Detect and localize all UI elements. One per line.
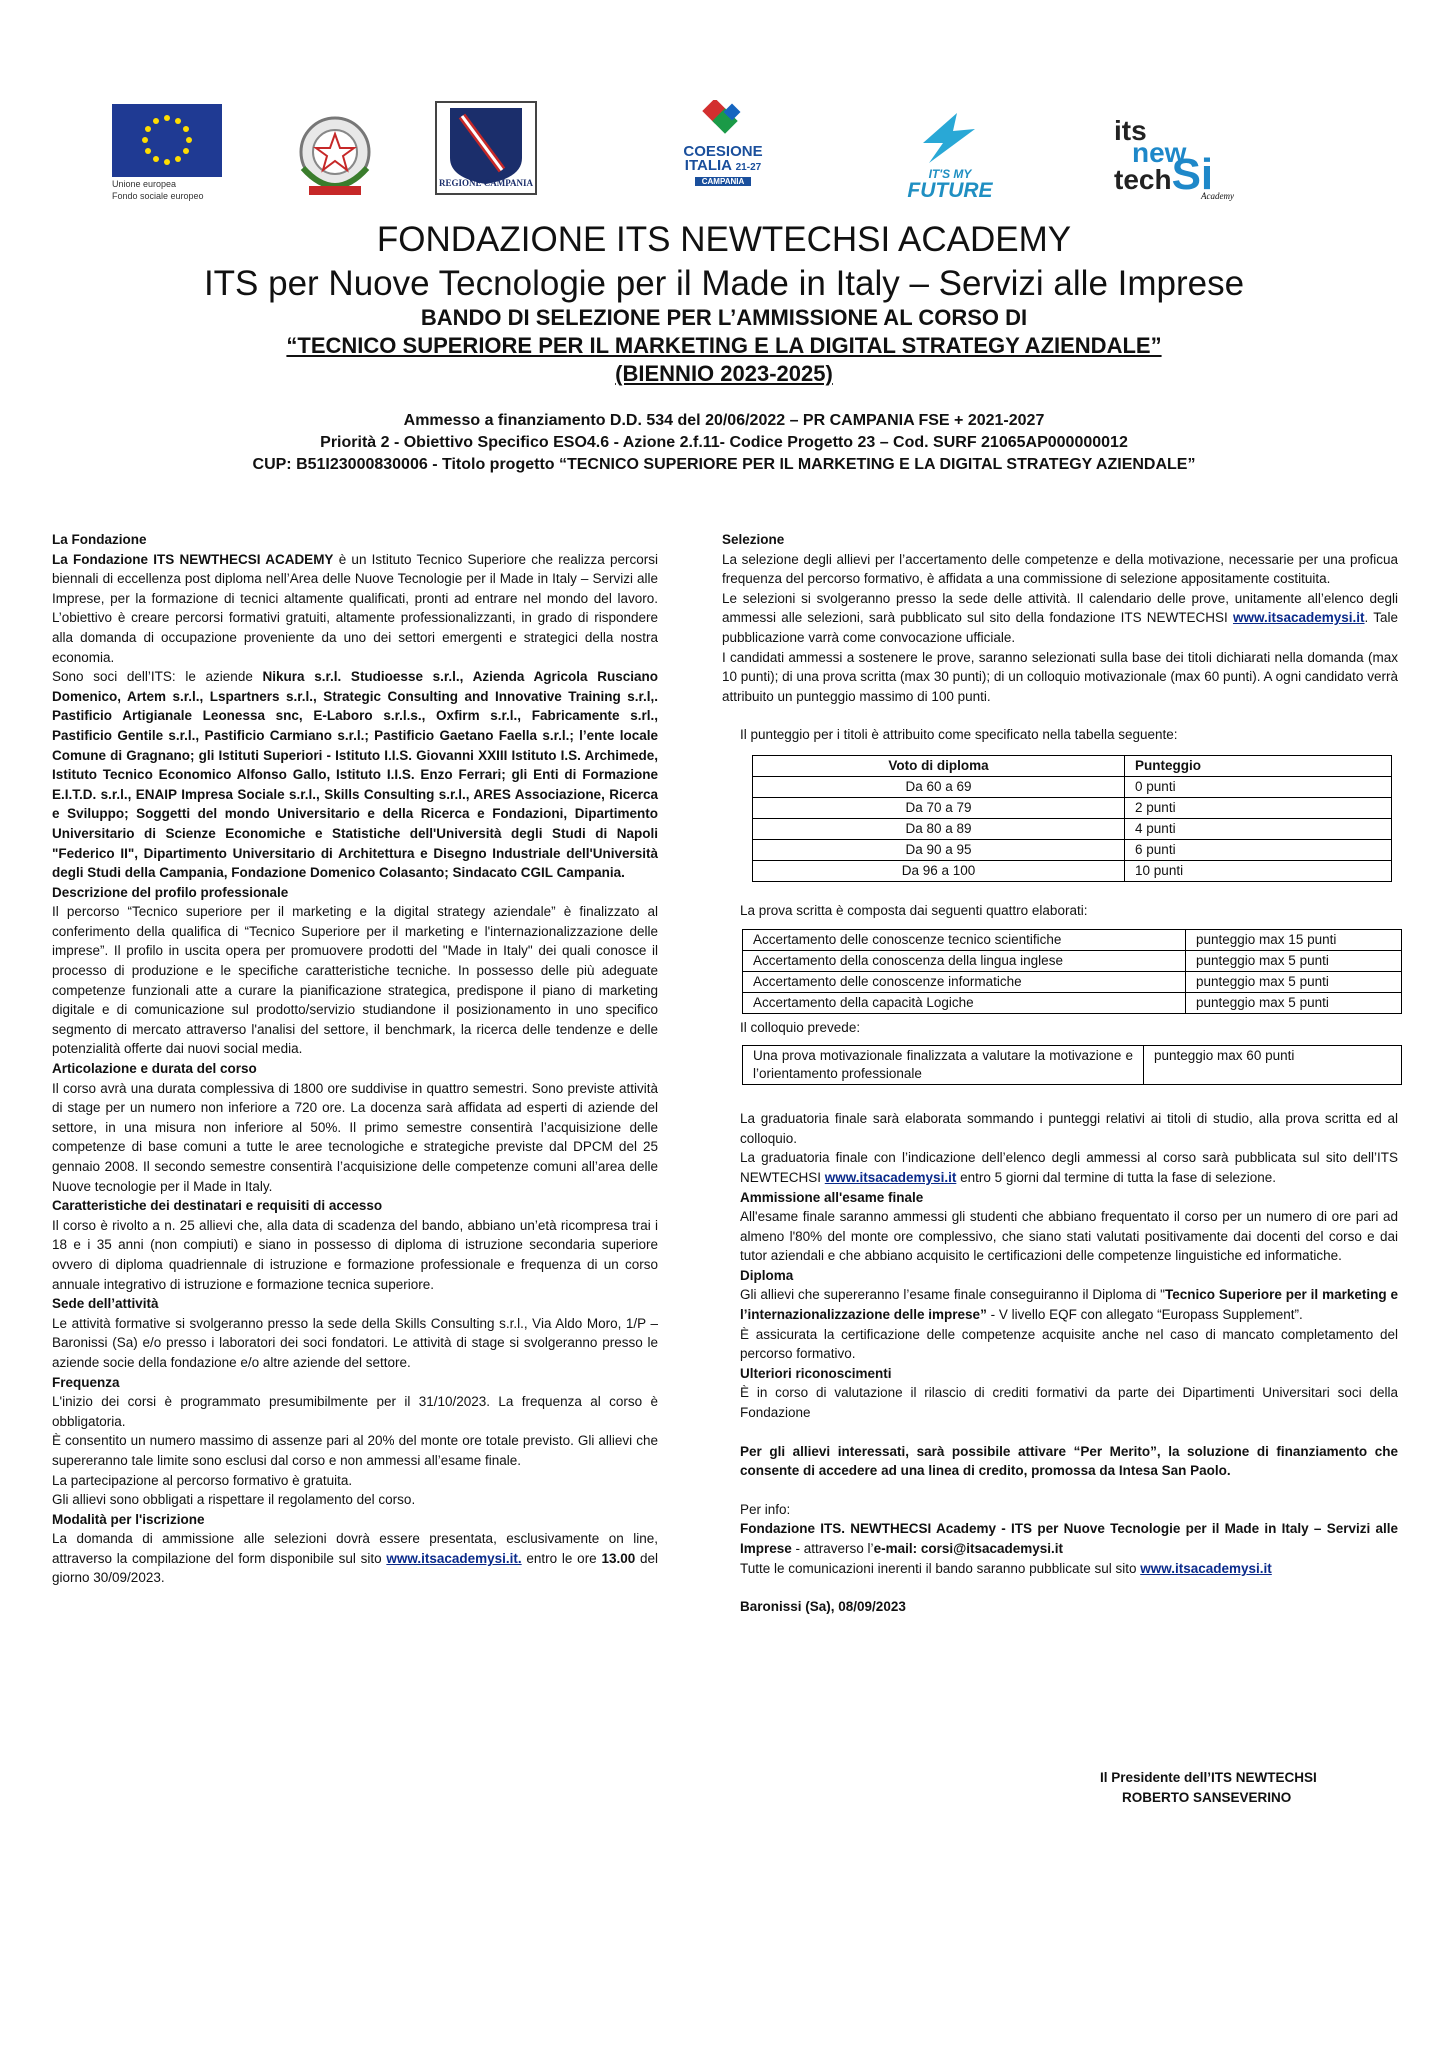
newtech-line-3: tech bbox=[1114, 164, 1172, 195]
requisiti-paragraph: Il corso è rivolto a n. 25 allievi che, alla data di scadenza del bando, abbiano un’età ricompresa trai i 18 e i 35 anni (non compiuti) e siano in possesso di diploma di istruzione secondaria superiore ovvero di diploma quadriennale di istruzione e formazione professionale e frequenza di un corso annuale integrativo di istruzione e formazione tecnica superiore. bbox=[52, 1217, 658, 1292]
website-link[interactable]: www.itsacademysi.it bbox=[1140, 1560, 1272, 1576]
coesione-line-3: 21-27 bbox=[735, 162, 762, 173]
per-merito-paragraph: Per gli allievi interessati, sarà possibile attivare “Per Merito”, la soluzione di finanziamento che consente di accedere ad una linea di credito, promossa da Intesa San Paolo. bbox=[740, 1443, 1398, 1479]
table-row: Da 96 a 100 10 punti bbox=[753, 860, 1392, 881]
eu-logo bbox=[112, 104, 222, 200]
coesione-line-2: ITALIA bbox=[684, 157, 732, 174]
prova-scritta-intro: La prova scritta è composta dai seguenti quattro elaborati: bbox=[740, 902, 1088, 918]
section-title-requisiti: Caratteristiche dei destinatari e requisiti di accesso bbox=[52, 1198, 383, 1214]
diploma-paragraph-1: Gli allievi che supereranno l’esame finale conseguiranno il Diploma di "Tecnico Superiore per il marketing e l’internazionalizzazione delle imprese” - V livello EQF con allegato “Europass Supplement”. bbox=[740, 1287, 1398, 1323]
profilo-paragraph: Il percorso “Tecnico superiore per il marketing e la digital strategy aziendale” è finalizzato al conferimento della qualifica di “Tecnico Superiore per il marketing e l'internazionalizzazione delle imprese”. Il profilo in uscita opera per promuovere prodotti del "Made in Italy" dei quali conosce il processo di produzione e le specifiche caratteristiche tecniche. In possesso delle più adeguate competenze funzionali atte a curare la pianificazione strategica, predispone il piano di marketing digitale e di comunicazione sul prodotto/servizio studiandone il posizionamento in uno specifico segmento di mercato attraverso l'analisi del settore, il benchmark, la ricerca delle tendenze e delle potenzialità offerte dai nuovi social media. bbox=[52, 904, 658, 1057]
lightning-bolt-icon bbox=[895, 113, 1005, 163]
website-link[interactable]: www.itsacademysi.it bbox=[1232, 610, 1365, 626]
eu-caption-1: Unione europea bbox=[112, 179, 177, 189]
signature-role: Il Presidente dell’ITS NEWTECHSI bbox=[1100, 1770, 1317, 1785]
email-address[interactable]: e-mail: corsi@itsacademysi.it bbox=[873, 1541, 1064, 1556]
titoli-table-intro: Il punteggio per i titoli è attribuito come specificato nella tabella seguente: bbox=[740, 727, 1178, 743]
section-title-ammissione: Ammissione all'esame finale bbox=[740, 1189, 924, 1205]
info-title: Per info: bbox=[740, 1501, 791, 1517]
fondazione-paragraph-1: La Fondazione ITS NEWTHECSI ACADEMY è un Istituto Tecnico Superiore che realizza percorsi biennali di eccellenza post diploma nell’Area delle Nuove Tecnologie per il Made in Italy – Servizi alle Imprese, per la formazione di tecnici altamente qualificati, pronti ad entrare nel mondo del lavoro. L’obiettivo è creare percorsi formativi gratuiti, altamente professionalizzanti, in grado di rispondere alla domanda di occupazione proveniente da uno dei settori emergenti e strategici della nostra economia. bbox=[52, 551, 658, 665]
funding-line: Ammesso a finanziamento D.D. 534 del 20/06/2022 – PR CAMPANIA FSE + 2021-2027 bbox=[403, 412, 1045, 429]
its-newtechsi-logo bbox=[1114, 115, 1242, 204]
selezione-paragraph-3: I candidati ammessi a sostenere le prove, saranno selezionati sulla base dei titoli dichiarati nella domanda (max 10 punti); di una prova scritta (max 30 punti); di un colloquio motivazionale (max 60 punti). A ogni candidato verrà attribuito un punteggio massimo di 100 punti. bbox=[722, 649, 1398, 704]
section-title-frequenza: Frequenza bbox=[52, 1374, 120, 1390]
sede-paragraph: Le attività formative si svolgeranno presso la sede della Skills Consulting s.r.l., Via Aldo Moro, 1/P – Baronissi (Sa) e/o presso i laboratori dei soci fondatori. Le attività di stage si svolgeranno presso le aziende socie della fondazione e/o altre aziende del settore. bbox=[52, 1315, 658, 1370]
section-title-riconoscimenti: Ulteriori riconoscimenti bbox=[740, 1365, 892, 1381]
eu-caption-2: Fondo sociale europeo bbox=[112, 191, 204, 201]
coesione-line-4: CAMPANIA bbox=[695, 177, 751, 186]
call-title: BANDO DI SELEZIONE PER L’AMMISSIONE AL CORSO DI bbox=[420, 305, 1028, 330]
cup-line: CUP: B51I23000830006 - Titolo progetto “TECNICO SUPERIORE PER IL MARKETING E LA DIGITAL STRATEGY AZIENDALE” bbox=[252, 456, 1196, 473]
graduatoria-paragraph-2: La graduatoria finale con l’indicazione dell’elenco degli ammessi al corso sarà pubblicata sul sito dell’ITS NEWTECHSI www.itsacademysi.it entro 5 giorni dal termine di tutta la fase di selezione. bbox=[740, 1150, 1398, 1185]
future-line-2: FUTURE bbox=[907, 179, 993, 202]
place-date: Baronissi (Sa), 08/09/2023 bbox=[740, 1599, 906, 1615]
prova-scritta-table bbox=[742, 929, 1402, 1014]
signature-name: ROBERTO SANSEVERINO bbox=[1122, 1790, 1292, 1805]
colloquio-table bbox=[742, 1045, 1402, 1085]
frequenza-paragraph-4: Gli allievi sono obbligati a rispettare il regolamento del corso. bbox=[52, 1492, 416, 1508]
fondazione-paragraph-2: Sono soci dell’ITS: le aziende Nikura s.r.l. Studioesse s.r.l., Azienda Agricola Rusciano Domenico, Artem s.r.l., Lspartners s.r.l., Strategic Consulting and Innovative Training s.r.l,. Pastificio Artigianale Leonessa snc, E-Laboro s.r.l.s., Oxfirm s.r.l., Fabricamente s.rl., Pastificio Gentile s.r.l., Pastificio Carmiano s.r.l.; Pastificio Gaetano Faella s.r.l.; l’ente locale Comune di Gragnano; gli Istituti Superiori - Istituto I.I.S. Giovanni XXIII Istituto I.S. Archimede, Istituto Tecnico Economico Alfonso Gallo, Istituto I.I.S. Enzo Ferrari; gli Enti di Formazione E.I.T.D. s.r.l., ENAIP Impresa Sociale s.r.l., Skills Consulting s.r.l., ARES Associazione, Ricerca e Sviluppo; Soggetti del mondo Universitario e della Ricerca e Fondazioni, Dipartimento Universitario di Scienze Economiche e Statistiche dell'Università degli Studi di Napoli "Federico II", Dipartimento Universitario di Architettura e Disegno Industriale dell'Università degli Studi della Campania, Fondazione Domenico Colasanto; Sindacato CGIL Campania. bbox=[52, 669, 658, 881]
its-my-future-logo bbox=[895, 113, 1005, 201]
info-paragraph-1: Fondazione ITS. NEWTHECSI Academy - ITS per Nuove Tecnologie per il Made in Italy – Servizi alle Imprese - attraverso l’e-mail: corsi@itsacademysi.it bbox=[740, 1521, 1398, 1556]
coesione-italia-logo bbox=[680, 100, 766, 195]
table-row: Da 90 a 95 6 punti bbox=[753, 839, 1392, 860]
table-row: Accertamento delle conoscenze tecnico scientifiche punteggio max 15 punti bbox=[743, 929, 1402, 950]
section-title-diploma: Diploma bbox=[740, 1267, 794, 1283]
italian-emblem-icon bbox=[287, 108, 383, 204]
table-row: Una prova motivazionale finalizzata a valutare la motivazione e l’orientamento professionale punteggio max 60 punti bbox=[743, 1046, 1402, 1085]
colloquio-intro: Il colloquio prevede: bbox=[740, 1019, 861, 1035]
newtech-line-2: new bbox=[1132, 137, 1187, 168]
table-row: Accertamento della conoscenza della lingua inglese punteggio max 5 punti bbox=[743, 950, 1402, 971]
coesione-line-1: COESIONE bbox=[683, 143, 763, 160]
left-column bbox=[52, 530, 658, 1588]
titoli-score-table bbox=[752, 755, 1392, 882]
italian-emblem-logo bbox=[287, 108, 383, 204]
diploma-paragraph-2: È assicurata la certificazione delle competenze acquisite anche nel caso di mancato completamento del percorso formativo. bbox=[740, 1326, 1398, 1362]
website-link[interactable]: www.itsacademysi.it bbox=[824, 1169, 957, 1185]
future-line-1: IT'S MY bbox=[928, 167, 972, 181]
section-title-profilo: Descrizione del profilo professionale bbox=[52, 884, 289, 900]
right-column bbox=[722, 530, 1398, 1617]
iscrizione-paragraph: La domanda di ammissione alle selezioni dovrà essere presentata, esclusivamente on line, attraverso la compilazione del form disponibile sul sito www.itsacademysi.it. entro le ore 13.00 del giorno 30/09/2023. bbox=[52, 1531, 658, 1586]
table-header: Voto di diploma bbox=[753, 755, 1125, 776]
newtech-line-4: Si bbox=[1171, 150, 1214, 199]
selezione-paragraph-2: Le selezioni si svolgeranno presso la sede delle attività. Il calendario delle prove, unitamente all’elenco degli ammessi alle selezioni, sarà pubblicato sul sito della fondazione ITS NEWTECHSI www.itsacademysi.it. Tale pubblicazione varrà come convocazione ufficiale. bbox=[722, 590, 1399, 645]
signature-block bbox=[1100, 1768, 1350, 1808]
section-title-fondazione: La Fondazione bbox=[52, 532, 147, 547]
section-title-sede: Sede dell’attività bbox=[52, 1296, 159, 1312]
riconoscimenti-paragraph: È in corso di valutazione il rilascio di crediti formativi da parte dei Dipartimenti Universitari soci della Fondazione bbox=[740, 1385, 1398, 1421]
regione-campania-logo bbox=[432, 100, 540, 196]
course-title: “TECNICO SUPERIORE PER IL MARKETING E LA DIGITAL STRATEGY AZIENDALE” bbox=[286, 333, 1162, 358]
graduatoria-paragraph-1: La graduatoria finale sarà elaborata sommando i punteggi relativi ai titoli di studio, alla prova scritta ed al colloquio. bbox=[740, 1111, 1398, 1146]
table-row: Da 60 a 69 0 punti bbox=[753, 776, 1392, 797]
ammissione-paragraph: All'esame finale saranno ammessi gli studenti che abbiano frequentato il corso per un numero di ore pari ad almeno l'80% del monte ore complessivo, che siano stati valutati positivamente dai docenti del corso e dai tutor aziendali e che abbiano acquisito le certificazioni delle competenze linguistiche ed informatiche. bbox=[740, 1209, 1398, 1264]
table-row: Accertamento della capacità Logiche punteggio max 5 punti bbox=[743, 992, 1402, 1013]
table-row: Da 70 a 79 2 punti bbox=[753, 797, 1392, 818]
section-title-selezione: Selezione bbox=[722, 532, 785, 547]
coesione-mark-icon bbox=[680, 100, 766, 140]
newtech-line-5: Academy bbox=[1201, 191, 1234, 201]
section-title-iscrizione: Modalità per l'iscrizione bbox=[52, 1511, 205, 1527]
priority-line: Priorità 2 - Obiettivo Specifico ESO4.6 - Azione 2.f.11- Codice Progetto 23 – Cod. SURF 21065AP000000012 bbox=[320, 434, 1128, 451]
foundation-subtitle: ITS per Nuove Tecnologie per il Made in Italy – Servizi alle Imprese bbox=[203, 264, 1245, 303]
website-link[interactable]: www.itsacademysi.it. bbox=[386, 1550, 522, 1566]
info-paragraph-2: Tutte le comunicazioni inerenti il bando saranno pubblicate sul sito www.itsacademysi.it bbox=[740, 1560, 1272, 1576]
table-row: Accertamento delle conoscenze informatiche punteggio max 5 punti bbox=[743, 971, 1402, 992]
table-header: Punteggio bbox=[1125, 755, 1392, 776]
frequenza-paragraph-3: La partecipazione al percorso formativo è gratuita. bbox=[52, 1472, 353, 1488]
table-row: Da 80 a 89 4 punti bbox=[753, 818, 1392, 839]
foundation-title: FONDAZIONE ITS NEWTECHSI ACADEMY bbox=[376, 220, 1072, 259]
frequenza-paragraph-2: È consentito un numero massimo di assenze pari al 20% del monte ore totale previsto. Gli allievi che supereranno tale limite sono esclusi dal corso e non ammessi all’esame finale. bbox=[52, 1433, 658, 1468]
newtech-line-1: its bbox=[1114, 115, 1147, 146]
articolazione-paragraph: Il corso avrà una durata complessiva di 1800 ore suddivise in quattro semestri. Sono previste attività di stage per un numero non inferiore a 720 ore. La docenza sarà affidata ad esperti di aziende del settore, in una misura non inferiore al 50%. Il primo semestre consentirà l’acquisizione delle competenze di base comuni a tutte le aree tecnologiche e strategiche previste dal DPCM del 25 gennaio 2008. Il secondo semestre consentirà l’acquisizione delle competenze comuni all’area delle Nuove tecnologie per il Made in Italy. bbox=[52, 1080, 658, 1194]
frequenza-paragraph-1: L'inizio dei corsi è programmato presumibilmente per il 31/10/2023. La frequenza al corso è obbligatoria. bbox=[52, 1394, 658, 1429]
eu-flag-icon bbox=[112, 104, 222, 177]
section-title-articolazione: Articolazione e durata del corso bbox=[52, 1061, 257, 1077]
selezione-paragraph-1: La selezione degli allievi per l’accertamento delle competenze e della motivazione, necessarie per una proficua frequenza del percorso formativo, è affidata a una commissione di selezione appositamente costituita. bbox=[722, 551, 1398, 587]
campania-text: REGIONE CAMPANIA bbox=[438, 178, 534, 188]
biennium: (BIENNIO 2023-2025) bbox=[615, 361, 833, 386]
